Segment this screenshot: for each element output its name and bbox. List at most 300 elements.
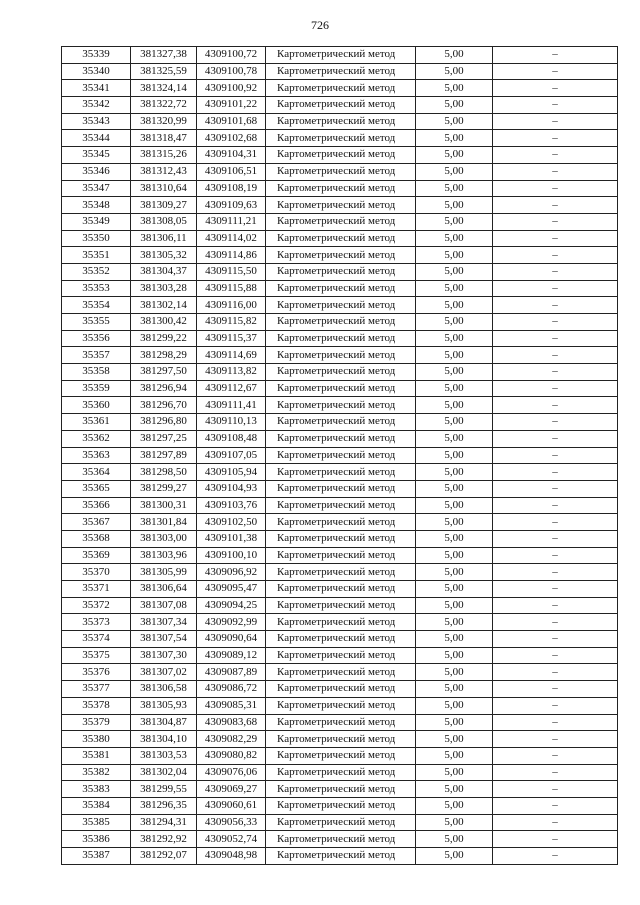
point-number-cell: 35367 — [62, 514, 131, 531]
accuracy-cell: 5,00 — [416, 330, 493, 347]
table-row — [62, 697, 618, 714]
table-row — [62, 464, 618, 481]
method-cell: Картометрический метод — [266, 347, 416, 364]
table-row — [62, 497, 618, 514]
point-number-cell: 35340 — [62, 63, 131, 80]
x-coordinate-cell: 381303,28 — [131, 280, 197, 297]
y-coordinate-cell: 4309100,72 — [197, 47, 266, 64]
description-cell: – — [493, 80, 618, 97]
method-cell: Картометрический метод — [266, 480, 416, 497]
description-cell: – — [493, 464, 618, 481]
x-coordinate-cell: 381294,31 — [131, 814, 197, 831]
description-cell: – — [493, 197, 618, 214]
y-coordinate-cell: 4309089,12 — [197, 647, 266, 664]
x-coordinate-cell: 381298,50 — [131, 464, 197, 481]
method-cell: Картометрический метод — [266, 581, 416, 598]
x-coordinate-cell: 381305,32 — [131, 247, 197, 264]
description-cell: – — [493, 263, 618, 280]
accuracy-cell: 5,00 — [416, 180, 493, 197]
table-row — [62, 764, 618, 781]
point-number-cell: 35362 — [62, 430, 131, 447]
page-number: 726 — [311, 18, 329, 32]
method-cell: Картометрический метод — [266, 397, 416, 414]
table-row — [62, 514, 618, 531]
accuracy-cell: 5,00 — [416, 647, 493, 664]
y-coordinate-cell: 4309109,63 — [197, 197, 266, 214]
description-cell: – — [493, 614, 618, 631]
x-coordinate-cell: 381297,89 — [131, 447, 197, 464]
y-coordinate-cell: 4309115,82 — [197, 314, 266, 331]
accuracy-cell: 5,00 — [416, 597, 493, 614]
method-cell: Картометрический метод — [266, 314, 416, 331]
table-row — [62, 63, 618, 80]
accuracy-cell: 5,00 — [416, 63, 493, 80]
accuracy-cell: 5,00 — [416, 848, 493, 865]
description-cell: – — [493, 397, 618, 414]
method-cell: Картометрический метод — [266, 230, 416, 247]
accuracy-cell: 5,00 — [416, 347, 493, 364]
y-coordinate-cell: 4309102,50 — [197, 514, 266, 531]
description-cell: – — [493, 530, 618, 547]
point-number-cell: 35351 — [62, 247, 131, 264]
x-coordinate-cell: 381325,59 — [131, 63, 197, 80]
x-coordinate-cell: 381327,38 — [131, 47, 197, 64]
table-row — [62, 280, 618, 297]
description-cell: – — [493, 247, 618, 264]
description-cell: – — [493, 280, 618, 297]
table-row — [62, 97, 618, 114]
table-row — [62, 364, 618, 381]
table-row — [62, 247, 618, 264]
method-cell: Картометрический метод — [266, 731, 416, 748]
accuracy-cell: 5,00 — [416, 364, 493, 381]
point-number-cell: 35361 — [62, 414, 131, 431]
method-cell: Картометрический метод — [266, 764, 416, 781]
accuracy-cell: 5,00 — [416, 797, 493, 814]
method-cell: Картометрический метод — [266, 831, 416, 848]
x-coordinate-cell: 381305,93 — [131, 697, 197, 714]
y-coordinate-cell: 4309106,51 — [197, 163, 266, 180]
x-coordinate-cell: 381305,99 — [131, 564, 197, 581]
y-coordinate-cell: 4309105,94 — [197, 464, 266, 481]
description-cell: – — [493, 447, 618, 464]
y-coordinate-cell: 4309100,10 — [197, 547, 266, 564]
accuracy-cell: 5,00 — [416, 614, 493, 631]
point-number-cell: 35371 — [62, 581, 131, 598]
description-cell: – — [493, 364, 618, 381]
description-cell: – — [493, 731, 618, 748]
method-cell: Картометрический метод — [266, 147, 416, 164]
x-coordinate-cell: 381299,55 — [131, 781, 197, 798]
accuracy-cell: 5,00 — [416, 581, 493, 598]
table-row — [62, 380, 618, 397]
method-cell: Картометрический метод — [266, 647, 416, 664]
method-cell: Картометрический метод — [266, 697, 416, 714]
point-number-cell: 35348 — [62, 197, 131, 214]
method-cell: Картометрический метод — [266, 797, 416, 814]
point-number-cell: 35344 — [62, 130, 131, 147]
table-row — [62, 731, 618, 748]
y-coordinate-cell: 4309048,98 — [197, 848, 266, 865]
accuracy-cell: 5,00 — [416, 430, 493, 447]
description-cell: – — [493, 180, 618, 197]
method-cell: Картометрический метод — [266, 564, 416, 581]
method-cell: Картометрический метод — [266, 597, 416, 614]
method-cell: Картометрический метод — [266, 263, 416, 280]
description-cell: – — [493, 664, 618, 681]
table-row — [62, 714, 618, 731]
y-coordinate-cell: 4309086,72 — [197, 681, 266, 698]
y-coordinate-cell: 4309115,50 — [197, 263, 266, 280]
description-cell: – — [493, 97, 618, 114]
x-coordinate-cell: 381292,92 — [131, 831, 197, 848]
accuracy-cell: 5,00 — [416, 464, 493, 481]
y-coordinate-cell: 4309115,37 — [197, 330, 266, 347]
point-number-cell: 35358 — [62, 364, 131, 381]
point-number-cell: 35380 — [62, 731, 131, 748]
point-number-cell: 35347 — [62, 180, 131, 197]
y-coordinate-cell: 4309111,21 — [197, 213, 266, 230]
point-number-cell: 35345 — [62, 147, 131, 164]
point-number-cell: 35359 — [62, 380, 131, 397]
table-row — [62, 597, 618, 614]
description-cell: – — [493, 697, 618, 714]
point-number-cell: 35346 — [62, 163, 131, 180]
method-cell: Картометрический метод — [266, 664, 416, 681]
method-cell: Картометрический метод — [266, 497, 416, 514]
description-cell: – — [493, 213, 618, 230]
method-cell: Картометрический метод — [266, 464, 416, 481]
accuracy-cell: 5,00 — [416, 831, 493, 848]
point-number-cell: 35352 — [62, 263, 131, 280]
table-row — [62, 814, 618, 831]
point-number-cell: 35365 — [62, 480, 131, 497]
y-coordinate-cell: 4309080,82 — [197, 747, 266, 764]
method-cell: Картометрический метод — [266, 781, 416, 798]
y-coordinate-cell: 4309104,93 — [197, 480, 266, 497]
y-coordinate-cell: 4309083,68 — [197, 714, 266, 731]
table-row — [62, 480, 618, 497]
table-row — [62, 664, 618, 681]
point-number-cell: 35366 — [62, 497, 131, 514]
y-coordinate-cell: 4309087,89 — [197, 664, 266, 681]
method-cell: Картометрический метод — [266, 547, 416, 564]
y-coordinate-cell: 4309100,92 — [197, 80, 266, 97]
accuracy-cell: 5,00 — [416, 480, 493, 497]
x-coordinate-cell: 381303,96 — [131, 547, 197, 564]
point-number-cell: 35369 — [62, 547, 131, 564]
point-number-cell: 35386 — [62, 831, 131, 848]
accuracy-cell: 5,00 — [416, 230, 493, 247]
accuracy-cell: 5,00 — [416, 681, 493, 698]
y-coordinate-cell: 4309092,99 — [197, 614, 266, 631]
description-cell: – — [493, 681, 618, 698]
table-row — [62, 230, 618, 247]
description-cell: – — [493, 547, 618, 564]
x-coordinate-cell: 381296,35 — [131, 797, 197, 814]
table-row — [62, 397, 618, 414]
table-row — [62, 347, 618, 364]
x-coordinate-cell: 381308,05 — [131, 213, 197, 230]
y-coordinate-cell: 4309052,74 — [197, 831, 266, 848]
x-coordinate-cell: 381307,54 — [131, 631, 197, 648]
table-row — [62, 147, 618, 164]
accuracy-cell: 5,00 — [416, 247, 493, 264]
point-number-cell: 35384 — [62, 797, 131, 814]
table-row — [62, 681, 618, 698]
y-coordinate-cell: 4309114,86 — [197, 247, 266, 264]
point-number-cell: 35383 — [62, 781, 131, 798]
y-coordinate-cell: 4309082,29 — [197, 731, 266, 748]
x-coordinate-cell: 381296,94 — [131, 380, 197, 397]
method-cell: Картометрический метод — [266, 163, 416, 180]
point-number-cell: 35376 — [62, 664, 131, 681]
x-coordinate-cell: 381318,47 — [131, 130, 197, 147]
x-coordinate-cell: 381302,04 — [131, 764, 197, 781]
table-row — [62, 130, 618, 147]
table-row — [62, 547, 618, 564]
accuracy-cell: 5,00 — [416, 47, 493, 64]
x-coordinate-cell: 381322,72 — [131, 97, 197, 114]
point-number-cell: 35382 — [62, 764, 131, 781]
method-cell: Картометрический метод — [266, 113, 416, 130]
method-cell: Картометрический метод — [266, 130, 416, 147]
x-coordinate-cell: 381315,26 — [131, 147, 197, 164]
table-row — [62, 530, 618, 547]
accuracy-cell: 5,00 — [416, 530, 493, 547]
description-cell: – — [493, 480, 618, 497]
point-number-cell: 35372 — [62, 597, 131, 614]
description-cell: – — [493, 113, 618, 130]
accuracy-cell: 5,00 — [416, 731, 493, 748]
description-cell: – — [493, 647, 618, 664]
accuracy-cell: 5,00 — [416, 314, 493, 331]
accuracy-cell: 5,00 — [416, 664, 493, 681]
table-row — [62, 330, 618, 347]
y-coordinate-cell: 4309101,68 — [197, 113, 266, 130]
method-cell: Картометрический метод — [266, 80, 416, 97]
description-cell: – — [493, 597, 618, 614]
x-coordinate-cell: 381300,42 — [131, 314, 197, 331]
description-cell: – — [493, 330, 618, 347]
method-cell: Картометрический метод — [266, 380, 416, 397]
description-cell: – — [493, 414, 618, 431]
method-cell: Картометрический метод — [266, 714, 416, 731]
accuracy-cell: 5,00 — [416, 213, 493, 230]
x-coordinate-cell: 381296,80 — [131, 414, 197, 431]
y-coordinate-cell: 4309104,31 — [197, 147, 266, 164]
method-cell: Картометрический метод — [266, 97, 416, 114]
accuracy-cell: 5,00 — [416, 80, 493, 97]
y-coordinate-cell: 4309056,33 — [197, 814, 266, 831]
accuracy-cell: 5,00 — [416, 147, 493, 164]
description-cell: – — [493, 747, 618, 764]
method-cell: Картометрический метод — [266, 514, 416, 531]
method-cell: Картометрический метод — [266, 297, 416, 314]
table-row — [62, 647, 618, 664]
description-cell: – — [493, 581, 618, 598]
y-coordinate-cell: 4309114,02 — [197, 230, 266, 247]
point-number-cell: 35342 — [62, 97, 131, 114]
y-coordinate-cell: 4309085,31 — [197, 697, 266, 714]
table-row — [62, 430, 618, 447]
point-number-cell: 35364 — [62, 464, 131, 481]
table-row — [62, 263, 618, 280]
x-coordinate-cell: 381302,14 — [131, 297, 197, 314]
accuracy-cell: 5,00 — [416, 197, 493, 214]
table-row — [62, 447, 618, 464]
y-coordinate-cell: 4309110,13 — [197, 414, 266, 431]
table-row — [62, 848, 618, 865]
accuracy-cell: 5,00 — [416, 781, 493, 798]
coordinates-table — [61, 46, 618, 865]
accuracy-cell: 5,00 — [416, 514, 493, 531]
point-number-cell: 35353 — [62, 280, 131, 297]
point-number-cell: 35379 — [62, 714, 131, 731]
description-cell: – — [493, 314, 618, 331]
point-number-cell: 35373 — [62, 614, 131, 631]
y-coordinate-cell: 4309116,00 — [197, 297, 266, 314]
y-coordinate-cell: 4309108,19 — [197, 180, 266, 197]
y-coordinate-cell: 4309112,67 — [197, 380, 266, 397]
description-cell: – — [493, 514, 618, 531]
accuracy-cell: 5,00 — [416, 631, 493, 648]
accuracy-cell: 5,00 — [416, 814, 493, 831]
method-cell: Картометрический метод — [266, 197, 416, 214]
accuracy-cell: 5,00 — [416, 447, 493, 464]
y-coordinate-cell: 4309060,61 — [197, 797, 266, 814]
table-row — [62, 213, 618, 230]
x-coordinate-cell: 381296,70 — [131, 397, 197, 414]
point-number-cell: 35377 — [62, 681, 131, 698]
x-coordinate-cell: 381310,64 — [131, 180, 197, 197]
description-cell: – — [493, 47, 618, 64]
description-cell: – — [493, 430, 618, 447]
x-coordinate-cell: 381299,22 — [131, 330, 197, 347]
table-row — [62, 797, 618, 814]
y-coordinate-cell: 4309114,69 — [197, 347, 266, 364]
accuracy-cell: 5,00 — [416, 714, 493, 731]
x-coordinate-cell: 381312,43 — [131, 163, 197, 180]
point-number-cell: 35355 — [62, 314, 131, 331]
y-coordinate-cell: 4309107,05 — [197, 447, 266, 464]
table-row — [62, 414, 618, 431]
x-coordinate-cell: 381307,08 — [131, 597, 197, 614]
y-coordinate-cell: 4309101,22 — [197, 97, 266, 114]
description-cell: – — [493, 764, 618, 781]
point-number-cell: 35343 — [62, 113, 131, 130]
description-cell: – — [493, 297, 618, 314]
method-cell: Картометрический метод — [266, 848, 416, 865]
point-number-cell: 35378 — [62, 697, 131, 714]
accuracy-cell: 5,00 — [416, 547, 493, 564]
method-cell: Картометрический метод — [266, 247, 416, 264]
accuracy-cell: 5,00 — [416, 764, 493, 781]
method-cell: Картометрический метод — [266, 330, 416, 347]
x-coordinate-cell: 381299,27 — [131, 480, 197, 497]
table-row — [62, 747, 618, 764]
x-coordinate-cell: 381292,07 — [131, 848, 197, 865]
table-row — [62, 564, 618, 581]
point-number-cell: 35354 — [62, 297, 131, 314]
x-coordinate-cell: 381303,00 — [131, 530, 197, 547]
y-coordinate-cell: 4309100,78 — [197, 63, 266, 80]
table-row — [62, 314, 618, 331]
description-cell: – — [493, 230, 618, 247]
x-coordinate-cell: 381304,37 — [131, 263, 197, 280]
method-cell: Картометрический метод — [266, 213, 416, 230]
method-cell: Картометрический метод — [266, 530, 416, 547]
accuracy-cell: 5,00 — [416, 497, 493, 514]
accuracy-cell: 5,00 — [416, 747, 493, 764]
point-number-cell: 35381 — [62, 747, 131, 764]
y-coordinate-cell: 4309115,88 — [197, 280, 266, 297]
x-coordinate-cell: 381307,02 — [131, 664, 197, 681]
y-coordinate-cell: 4309102,68 — [197, 130, 266, 147]
method-cell: Картометрический метод — [266, 47, 416, 64]
y-coordinate-cell: 4309095,47 — [197, 581, 266, 598]
x-coordinate-cell: 381301,84 — [131, 514, 197, 531]
method-cell: Картометрический метод — [266, 63, 416, 80]
table-row — [62, 614, 618, 631]
method-cell: Картометрический метод — [266, 430, 416, 447]
description-cell: – — [493, 63, 618, 80]
description-cell: – — [493, 831, 618, 848]
description-cell: – — [493, 714, 618, 731]
point-number-cell: 35339 — [62, 47, 131, 64]
x-coordinate-cell: 381320,99 — [131, 113, 197, 130]
y-coordinate-cell: 4309069,27 — [197, 781, 266, 798]
accuracy-cell: 5,00 — [416, 414, 493, 431]
table-row — [62, 297, 618, 314]
description-cell: – — [493, 814, 618, 831]
point-number-cell: 35368 — [62, 530, 131, 547]
accuracy-cell: 5,00 — [416, 280, 493, 297]
accuracy-cell: 5,00 — [416, 397, 493, 414]
x-coordinate-cell: 381324,14 — [131, 80, 197, 97]
accuracy-cell: 5,00 — [416, 163, 493, 180]
method-cell: Картометрический метод — [266, 681, 416, 698]
point-number-cell: 35350 — [62, 230, 131, 247]
description-cell: – — [493, 797, 618, 814]
y-coordinate-cell: 4309090,64 — [197, 631, 266, 648]
x-coordinate-cell: 381303,53 — [131, 747, 197, 764]
accuracy-cell: 5,00 — [416, 97, 493, 114]
point-number-cell: 35363 — [62, 447, 131, 464]
y-coordinate-cell: 4309108,48 — [197, 430, 266, 447]
table-row — [62, 831, 618, 848]
table-row — [62, 47, 618, 64]
accuracy-cell: 5,00 — [416, 380, 493, 397]
x-coordinate-cell: 381307,30 — [131, 647, 197, 664]
method-cell: Картометрический метод — [266, 447, 416, 464]
point-number-cell: 35374 — [62, 631, 131, 648]
description-cell: – — [493, 347, 618, 364]
table-row — [62, 581, 618, 598]
description-cell: – — [493, 631, 618, 648]
table-row — [62, 197, 618, 214]
method-cell: Картометрический метод — [266, 414, 416, 431]
table-row — [62, 163, 618, 180]
x-coordinate-cell: 381300,31 — [131, 497, 197, 514]
method-cell: Картометрический метод — [266, 747, 416, 764]
description-cell: – — [493, 147, 618, 164]
description-cell: – — [493, 497, 618, 514]
description-cell: – — [493, 130, 618, 147]
table-body — [62, 47, 618, 865]
method-cell: Картометрический метод — [266, 364, 416, 381]
x-coordinate-cell: 381307,34 — [131, 614, 197, 631]
